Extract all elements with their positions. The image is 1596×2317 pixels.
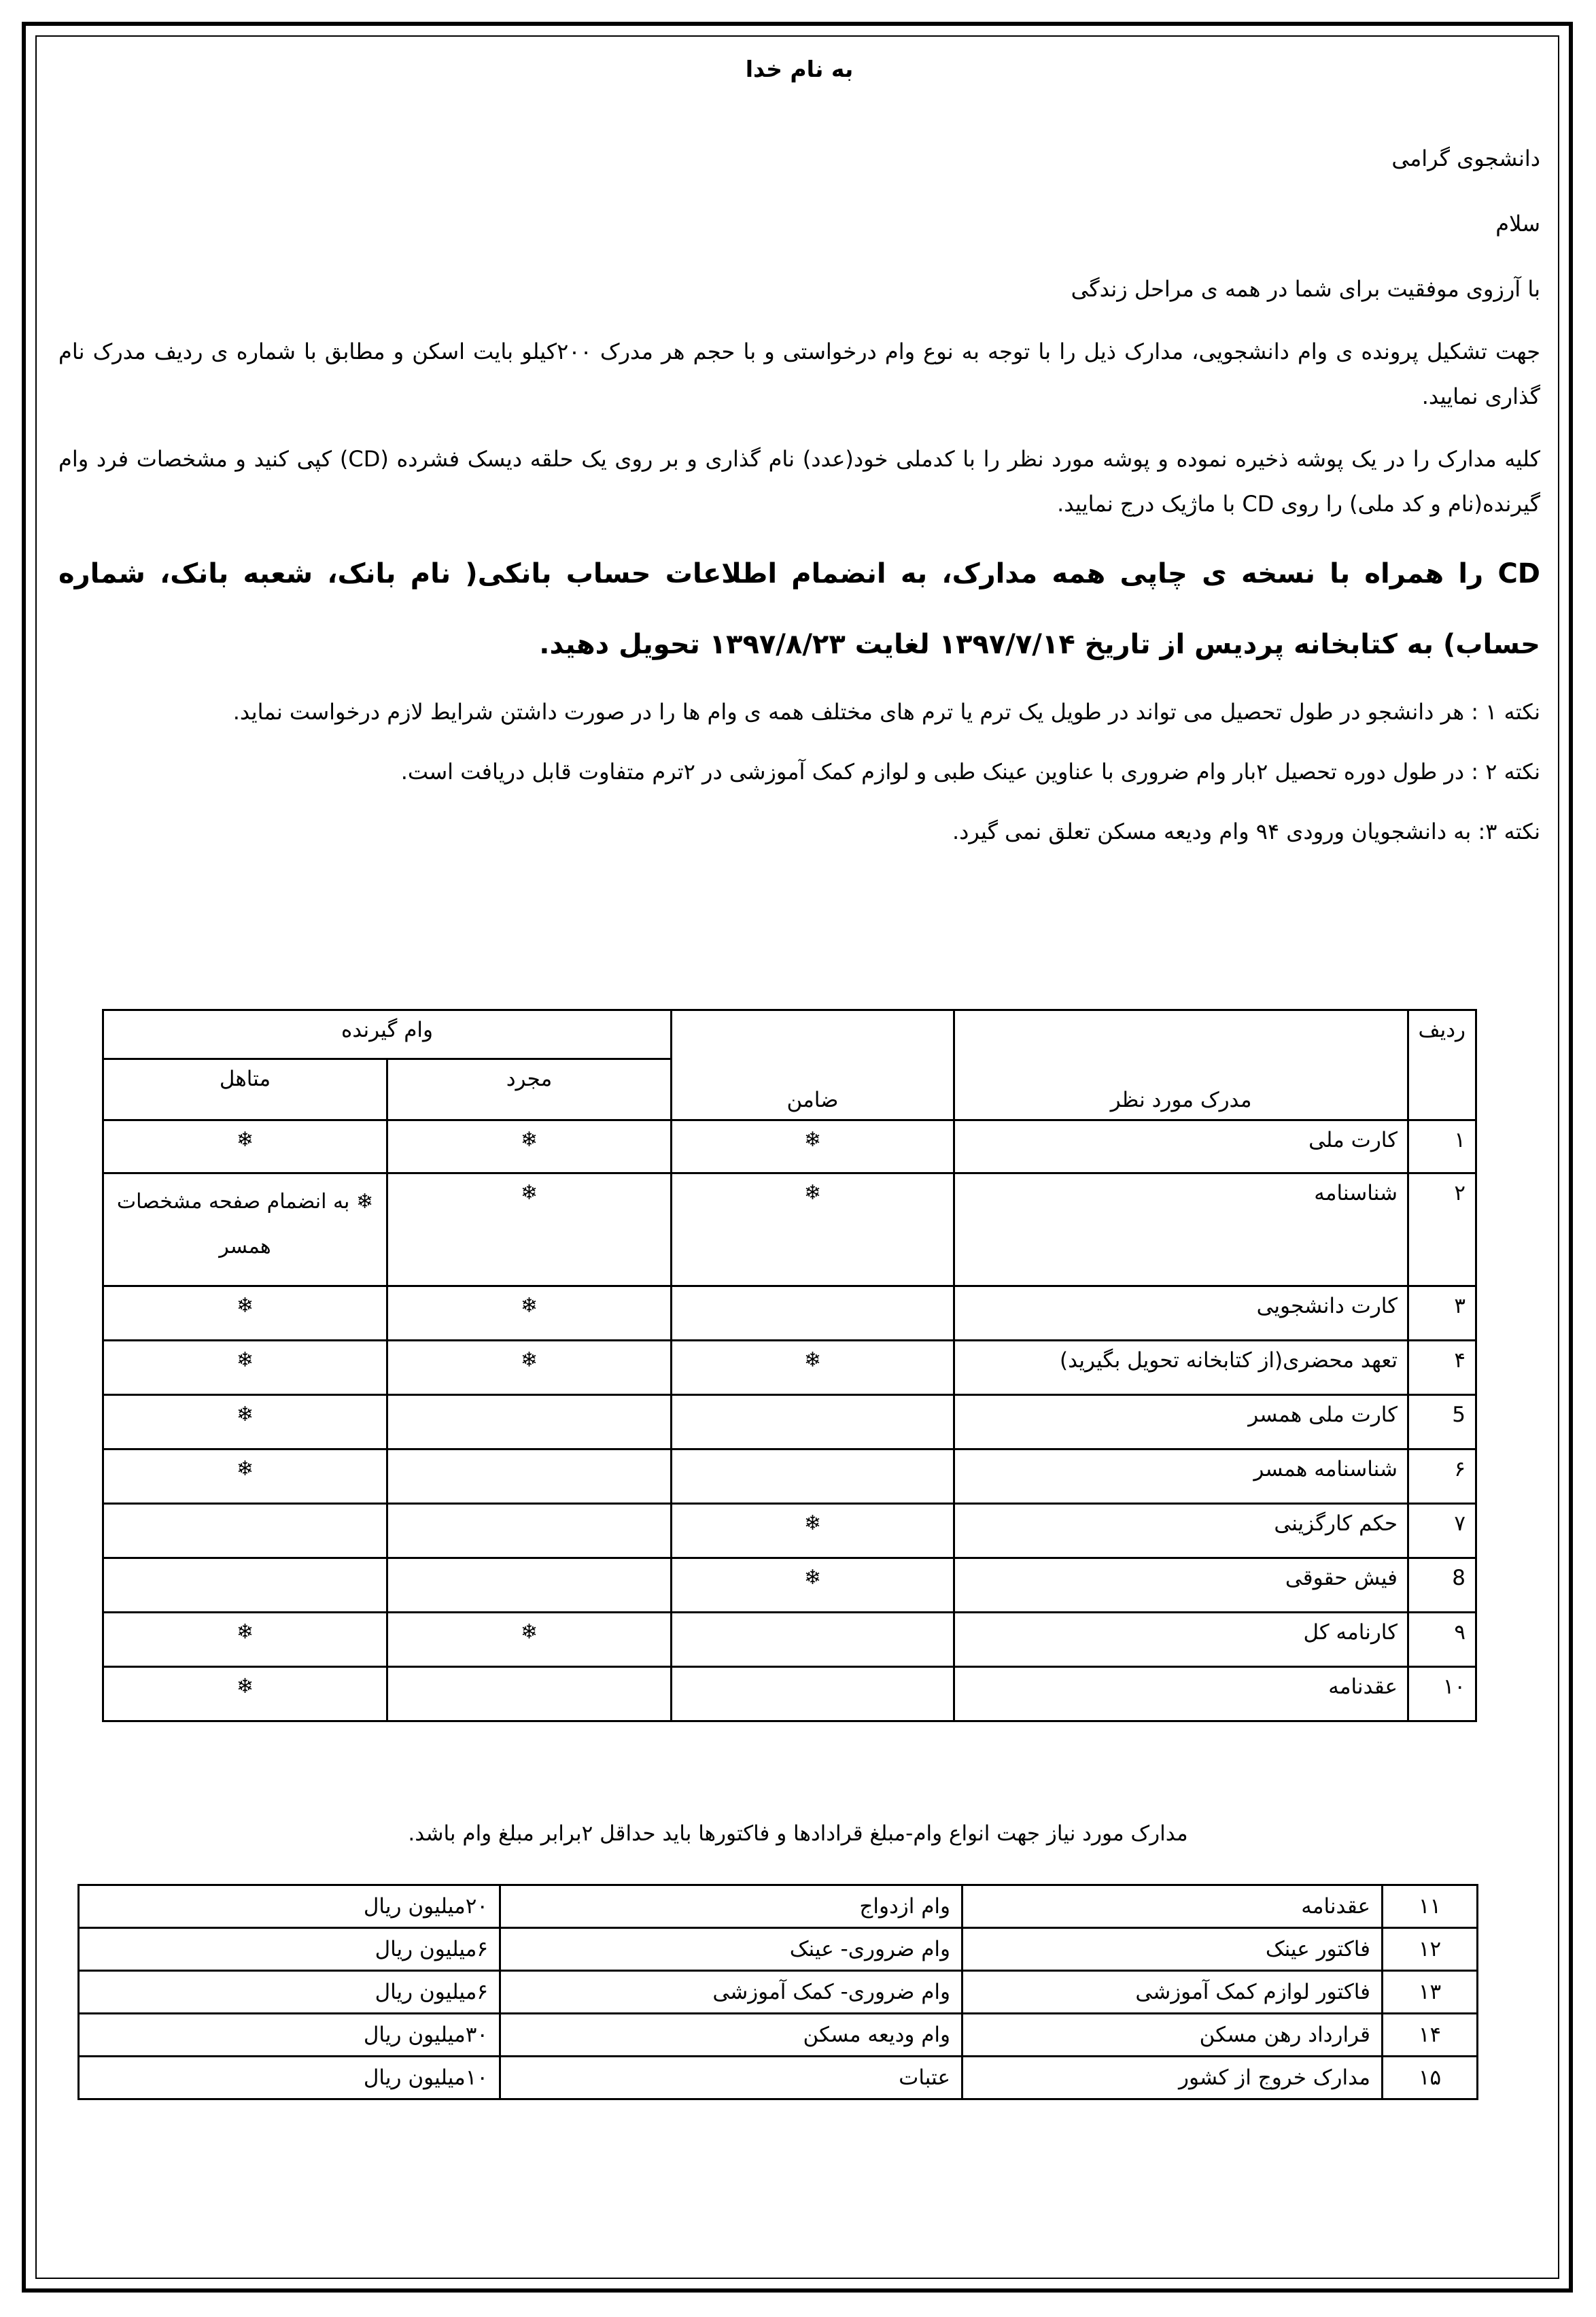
- header-borrower: وام گیرنده: [103, 1010, 672, 1059]
- header-row-number: ردیف: [1408, 1010, 1476, 1120]
- guarantor-mark: [672, 1613, 954, 1667]
- cd-text-2: ) کپی کنید و مشخصات فرد وام گیرنده(نام و کد ملی) را روی: [58, 446, 1540, 517]
- document-name: فاکتور عینک: [962, 1928, 1383, 1971]
- single-mark: [387, 1667, 672, 1721]
- loan-type: وام ضروری- کمک آموزشی: [500, 1971, 962, 2014]
- salutation: دانشجوی گرامی: [1391, 145, 1540, 171]
- header-married: متاهل: [103, 1059, 387, 1120]
- row-number: 5: [1408, 1395, 1476, 1449]
- document-name: شناسنامه همسر: [954, 1449, 1408, 1504]
- row-number: ۱۳: [1383, 1971, 1478, 2014]
- guarantor-mark: [672, 1449, 954, 1504]
- single-mark: ❄: [387, 1120, 672, 1173]
- table-row: [79, 1928, 1478, 1971]
- married-mark: ❄ به انضمام صفحه مشخصات همسر: [103, 1173, 387, 1286]
- table-row: [103, 1667, 1476, 1721]
- header-single: مجرد: [387, 1059, 672, 1120]
- document-name: عقدنامه: [954, 1667, 1408, 1721]
- single-mark: [387, 1558, 672, 1613]
- header-guarantor: ضامن: [672, 1010, 954, 1120]
- married-mark: ❄: [103, 1449, 387, 1504]
- married-mark: ❄: [103, 1286, 387, 1341]
- guarantor-mark: ❄: [672, 1120, 954, 1173]
- letter-body: [58, 49, 1540, 873]
- row-number: 8: [1408, 1558, 1476, 1613]
- married-mark: [103, 1558, 387, 1613]
- table-row: [79, 2057, 1478, 2099]
- document-name: قرارداد رهن مسکن: [962, 2014, 1383, 2057]
- guarantor-mark: ❄: [672, 1504, 954, 1558]
- document-name: شناسنامه: [954, 1173, 1408, 1286]
- table-row: [103, 1341, 1476, 1395]
- row-number: ۱۵: [1383, 2057, 1478, 2099]
- loan-amounts-table: [77, 1884, 1478, 2100]
- row-number: ۱۴: [1383, 2014, 1478, 2057]
- row-number: ۳: [1408, 1286, 1476, 1341]
- single-mark: [387, 1504, 672, 1558]
- row-number: ۴: [1408, 1341, 1476, 1395]
- guarantor-mark: ❄: [672, 1558, 954, 1613]
- loan-type: وام ازدواج: [500, 1885, 962, 1928]
- note-2: نکته ۲ : در طول دوره تحصیل ۲بار وام ضروری با عناوین عینک طبی و لوازم کمک آموزشی در ۲ترم متفاوت قابل دریافت است.: [400, 759, 1540, 785]
- cd-label-2: CD: [1242, 491, 1274, 517]
- wish-line: با آرزوی موفقیت برای شما در همه ی مراحل زندگی: [1071, 276, 1540, 302]
- guarantor-mark: ❄: [672, 1341, 954, 1395]
- table-row: [103, 1173, 1476, 1286]
- loan-amount: ۶میلیون ریال: [79, 1928, 500, 1971]
- cd-instructions-paragraph: [58, 436, 1540, 526]
- greeting: سلام: [1495, 211, 1540, 237]
- row-number: ۲: [1408, 1173, 1476, 1286]
- document-name: حکم کارگزینی: [954, 1504, 1408, 1558]
- row-number: ۱: [1408, 1120, 1476, 1173]
- table-row: [103, 1395, 1476, 1449]
- note-1: نکته ۱ : هر دانشجو در طول تحصیل می تواند در طویل یک ترم یا ترم های مختلف همه ی وام ها را در صورت داشتن شرایط لازم درخواست نماید.: [232, 699, 1540, 725]
- table-row: [103, 1558, 1476, 1613]
- loan-amount: ۲۰میلیون ریال: [79, 1885, 500, 1928]
- table-row: [103, 1120, 1476, 1173]
- loan-amount: ۱۰میلیون ریال: [79, 2057, 500, 2099]
- documents-table: [102, 1009, 1477, 1722]
- row-number: ۷: [1408, 1504, 1476, 1558]
- instructions-paragraph: جهت تشکیل پرونده ی وام دانشجویی، مدارک ذیل را با توجه به نوع وام درخواستی و با حجم هر مدرک ۲۰۰کیلو بایت اسکن و مطابق با شماره ی ردیف مدرک نام گذاری نمایید.: [58, 339, 1541, 409]
- row-number: ۱۰: [1408, 1667, 1476, 1721]
- delivery-cd-label: CD: [1497, 558, 1540, 589]
- guarantor-mark: ❄: [672, 1173, 954, 1286]
- document-name: تعهد محضری(از کتابخانه تحویل بگیرید): [954, 1341, 1408, 1395]
- page-title: به نام خدا: [745, 56, 854, 82]
- single-mark: ❄: [387, 1341, 672, 1395]
- note-3: نکته ۳: به دانشجویان ورودی ۹۴ وام ودیعه مسکن تعلق نمی گیرد.: [952, 819, 1540, 844]
- married-mark: [103, 1504, 387, 1558]
- document-name: فاکتور لوازم کمک آموزشی: [962, 1971, 1383, 2014]
- table-row: [79, 1885, 1478, 1928]
- loan-type: عتبات: [500, 2057, 962, 2099]
- document-name: مدارک خروج از کشور: [962, 2057, 1383, 2099]
- married-mark: ❄: [103, 1341, 387, 1395]
- document-name: کارت ملی همسر: [954, 1395, 1408, 1449]
- delivery-instructions: [58, 538, 1540, 680]
- guarantor-mark: [672, 1286, 954, 1341]
- single-mark: ❄: [387, 1613, 672, 1667]
- document-name: کارت ملی: [954, 1120, 1408, 1173]
- cd-text-3: با ماژیک درج نمایید.: [1057, 491, 1243, 517]
- cd-label: CD: [348, 446, 381, 472]
- row-number: ۹: [1408, 1613, 1476, 1667]
- table-row: [79, 2014, 1478, 2057]
- married-mark: ❄: [103, 1667, 387, 1721]
- single-mark: [387, 1395, 672, 1449]
- table-row: [103, 1613, 1476, 1667]
- document-name: کارت دانشجویی: [954, 1286, 1408, 1341]
- loan-amount: ۶میلیون ریال: [79, 1971, 500, 2014]
- header-document: مدرک مورد نظر: [954, 1010, 1408, 1120]
- delivery-text: را همراه با نسخه ی چاپی همه مدارک، به انضمام اطلاعات حساب بانکی( نام بانک، شعبه بانک، شماره حساب) به کتابخانه پردیس از تاریخ ۱۳۹۷/۷/۱۴ لغایت ۱۳۹۷/۸/۲۳ تحویل دهید.: [58, 558, 1540, 660]
- table-row: [103, 1504, 1476, 1558]
- row-number: ۶: [1408, 1449, 1476, 1504]
- document-name: کارنامه کل: [954, 1613, 1408, 1667]
- guarantor-mark: [672, 1395, 954, 1449]
- document-name: عقدنامه: [962, 1885, 1383, 1928]
- amounts-caption: مدارک مورد نیاز جهت انواع وام-مبلغ قرادادها و فاکتورها باید حداقل ۲برابر مبلغ وام باشد.: [408, 1821, 1188, 1846]
- single-mark: ❄: [387, 1173, 672, 1286]
- table-row: [79, 1971, 1478, 2014]
- guarantor-mark: [672, 1667, 954, 1721]
- married-mark: ❄: [103, 1120, 387, 1173]
- married-mark: ❄: [103, 1613, 387, 1667]
- married-mark: ❄: [103, 1395, 387, 1449]
- table-row: [103, 1286, 1476, 1341]
- single-mark: [387, 1449, 672, 1504]
- table-row: [103, 1449, 1476, 1504]
- loan-type: وام ضروری- عینک: [500, 1928, 962, 1971]
- document-name: فیش حقوقی: [954, 1558, 1408, 1613]
- single-mark: ❄: [387, 1286, 672, 1341]
- row-number: ۱۲: [1383, 1928, 1478, 1971]
- loan-type: وام ودیعه مسکن: [500, 2014, 962, 2057]
- row-number: ۱۱: [1383, 1885, 1478, 1928]
- loan-amount: ۳۰میلیون ریال: [79, 2014, 500, 2057]
- cd-text-1: کلیه مدارک را در یک پوشه ذخیره نموده و پوشه مورد نظر را با کدملی خود(عدد) نام گذاری و بر روی یک حلقه دیسک فشرده (: [380, 446, 1541, 472]
